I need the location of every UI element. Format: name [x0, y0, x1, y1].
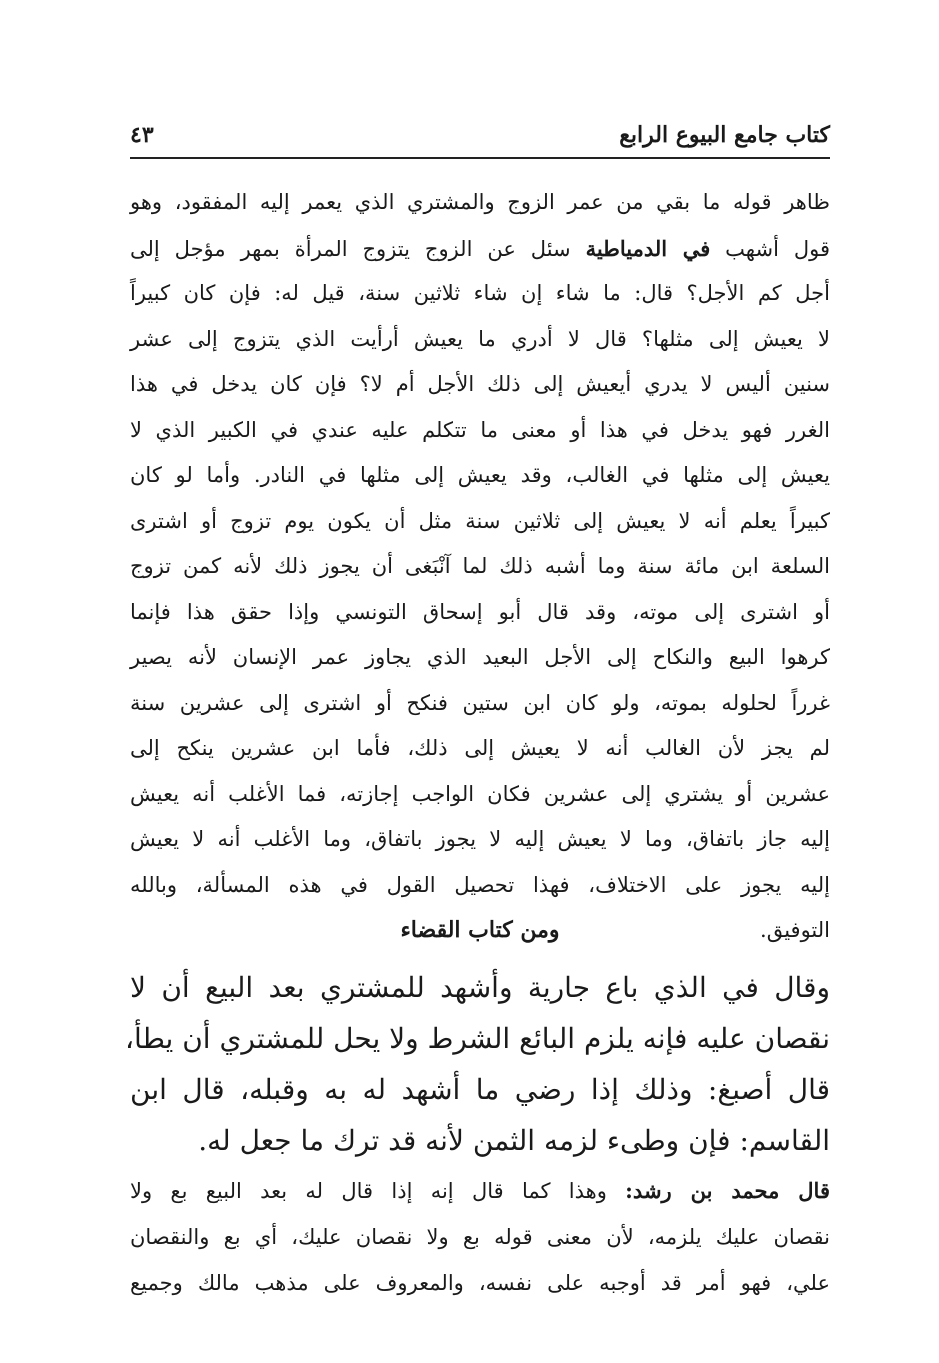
text-line: لم يجز لأن الغالب أنه لا يعيش إلى ذلك، فأما ابن عشرين ينكح إلى: [130, 736, 830, 760]
bold-phrase: في الدمياطية: [585, 235, 711, 261]
page-number: ٤٣: [130, 122, 154, 148]
text-line: يعيش إلى مثلها في الغالب، وقد يعيش إلى مثلها في النادر. وأما لو كان: [130, 463, 830, 487]
primary-line: وقال في الذي باع جارية وأشهد للمشتري بعد البيع أن لا: [130, 971, 830, 1004]
primary-text-block: [125, 962, 830, 1166]
text-line: أو اشترى إلى موته، وقد قال أبو إسحاق التونسي وإذا حقق هذا فإنما: [130, 599, 830, 624]
text-line: غرراً لحلوله بموته، ولو كان ابن ستين فنكح أو اشترى إلى عشرين سنة: [130, 690, 830, 715]
primary-line: نقصان عليه فإنه يلزم البائع الشرط ولا يحل للمشتري أن يطأ،: [125, 1022, 830, 1055]
text-line: إليه جاز باتفاق، وما لا يعيش إليه لا يجوز باتفاق، وما الأغلب أنه لا يعيش: [130, 827, 830, 851]
text-line: سنين أليس لا يدري أيعيش إلى ذلك الأجل أم لا؟ فإن كان يدخل في هذا: [130, 372, 830, 396]
section-heading: ومن كتاب القضاء: [400, 917, 560, 943]
commentary-block-2: [130, 1168, 830, 1306]
header-rule: [130, 157, 830, 159]
commentary-block: [130, 180, 830, 954]
text-line: نقصان عليك يلزمه، لأن معنى قوله بع ولا نقصان عليك، أي بع والنقصان: [130, 1225, 830, 1249]
primary-line: القاسم: فإن وطىء لزمه الثمن لأنه قد ترك ما جعل له.: [198, 1124, 830, 1157]
commentator-lead: قال محمد بن رشد:: [625, 1178, 830, 1203]
text-line: إليه يجوز على الاختلاف، فهذا تحصيل القول في هذه المسألة، وبالله: [130, 872, 830, 897]
text-line: الغرر فهو يدخل في هذا أو معنى ما تتكلم عليه عندي في الكبير الذي لا: [130, 417, 830, 442]
text-line: عشرين أو يشتري إلى عشرين فكان الواجب إجازته، فما الأغلب أنه يعيش: [130, 781, 830, 806]
text-line: علي، فهو أمر قد أوجبه على نفسه، والمعروف على مذهب مالك وجميع: [130, 1271, 830, 1295]
text-line: لا يعيش إلى مثلها؟ قال لا أدري ما يعيش أرأيت الذي يتزوج إلى عشر: [130, 326, 830, 351]
text-line: كبيراً يعلم أنه لا يعيش إلى ثلاثين سنة مثل أن يكون يوم تزوج أو اشترى: [130, 508, 830, 533]
text-line: كرهوا البيع والنكاح إلى الأجل البعيد الذي يجاوز عمر الإنسان لأنه يصير: [130, 645, 830, 669]
running-title: كتاب جامع البيوع الرابع: [619, 122, 830, 148]
page-header: [130, 118, 830, 158]
primary-line: قال أصبغ: وذلك إذا رضي ما أشهد له به وقبله، قال ابن: [130, 1073, 830, 1106]
text-line: قول أشهب في الدمياطية سئل عن الزوج يتزوج المرأة بمهر مؤجل إلى: [130, 235, 830, 261]
text-line: [130, 1168, 830, 1214]
text-line: أجل كم الأجل؟ قال: ما شاء إن شاء ثلاثين سنة، قيل له: فإن كان كبيراً: [130, 281, 830, 305]
text-line: التوفيق.: [760, 918, 830, 942]
text-line: ظاهر قوله ما بقي من عمر الزوج والمشتري الذي يعمر إليه المفقود، وهو: [130, 190, 830, 214]
text-line-rest: وهذا كما قال إنه إذا قال له بعد البيع بع ولا: [130, 1179, 607, 1203]
text-line: السلعة ابن مائة سنة وما أشبه ذلك لما آنْبَغى أن يجوز ذلك لأنه كمن تزوج: [130, 554, 830, 578]
